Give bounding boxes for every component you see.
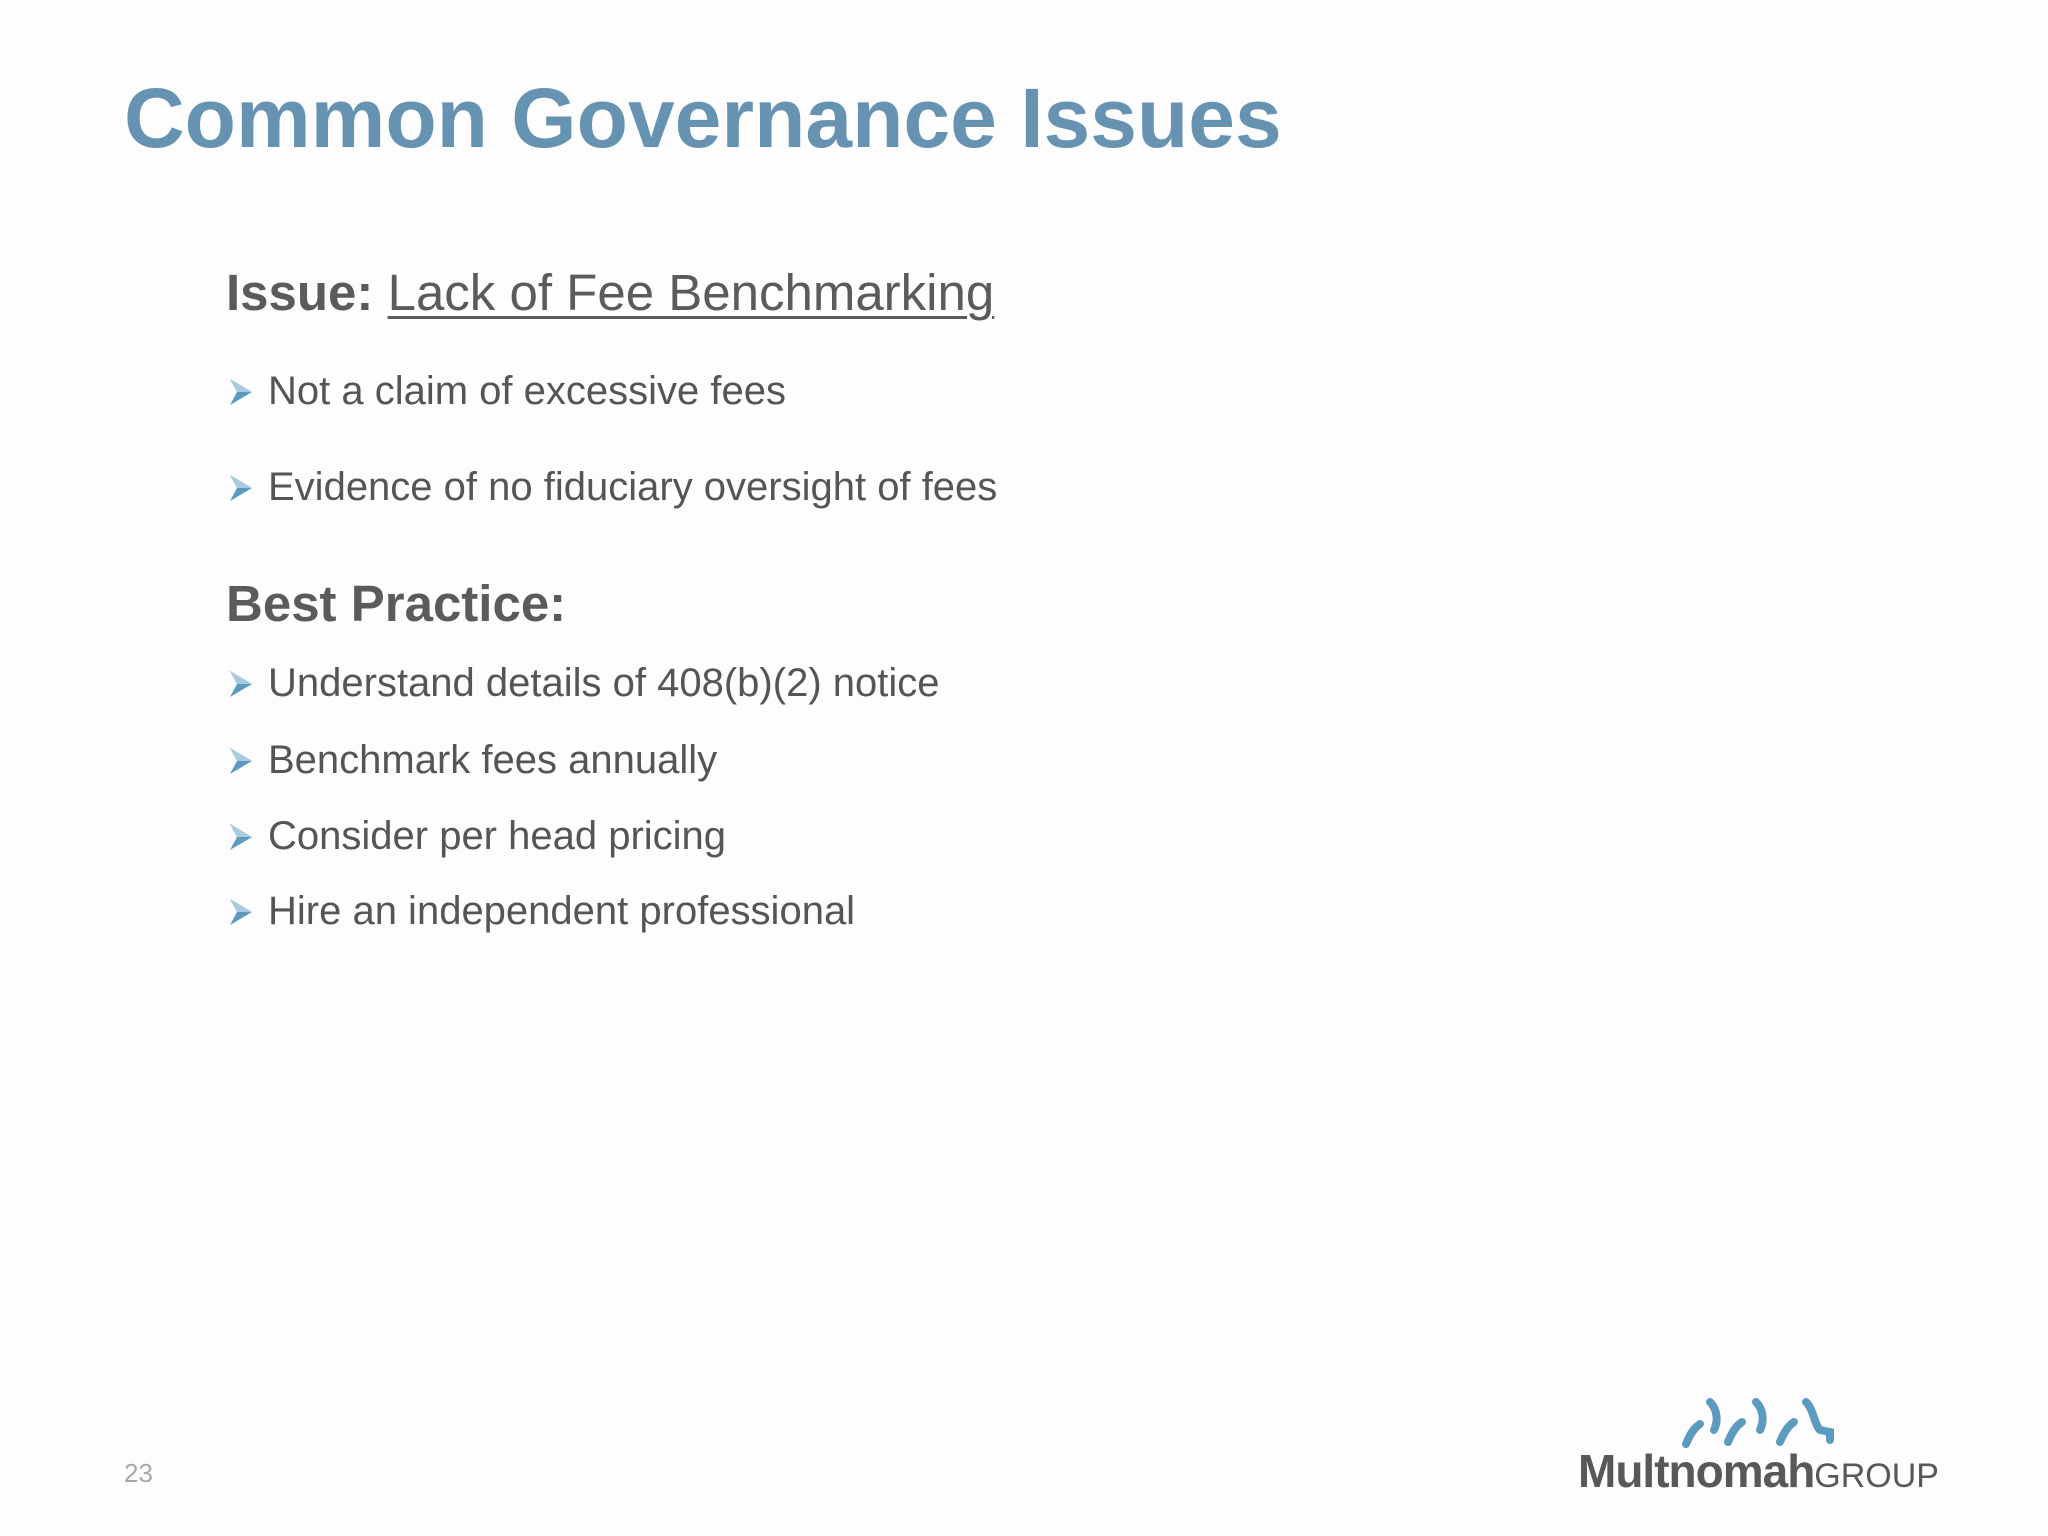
- bullet-text: Not a claim of excessive fees: [268, 369, 786, 413]
- best-practice-bullet: [268, 663, 939, 703]
- bullet-text: Consider per head pricing: [268, 814, 727, 858]
- logo-suffix: GROUP: [1814, 1457, 1939, 1495]
- arrow-bullet-icon: [228, 473, 254, 503]
- issue-heading: [226, 264, 995, 321]
- bullet-text: Understand details of 408(b)(2) notice: [268, 661, 940, 705]
- arrow-bullet-icon: [228, 897, 254, 927]
- issue-bullet: [268, 371, 786, 411]
- best-practice-bullet: [268, 816, 726, 856]
- best-practice-bullet: [268, 740, 717, 780]
- issue-label: Issue:: [226, 264, 374, 321]
- wave-logo-icon: [1680, 1396, 1860, 1448]
- page-number: 23: [124, 1458, 153, 1488]
- issue-text: Lack of Fee Benchmarking: [387, 264, 995, 321]
- bullet-text: Hire an independent professional: [268, 889, 856, 933]
- arrow-bullet-icon: [228, 377, 254, 407]
- arrow-bullet-icon: [228, 822, 254, 852]
- best-practice-heading: Best Practice:: [226, 575, 567, 632]
- logo-name: Multnomah: [1578, 1445, 1815, 1497]
- issue-bullet: [268, 467, 997, 507]
- bullet-text: Evidence of no fiduciary oversight of fees: [268, 465, 998, 509]
- arrow-bullet-icon: [228, 669, 254, 699]
- best-practice-bullet: [268, 891, 855, 931]
- slide-title: Common Governance Issues: [124, 71, 1282, 165]
- arrow-bullet-icon: [228, 746, 254, 776]
- multnomah-group-logo: [1576, 1396, 1958, 1500]
- bullet-text: Benchmark fees annually: [268, 738, 718, 782]
